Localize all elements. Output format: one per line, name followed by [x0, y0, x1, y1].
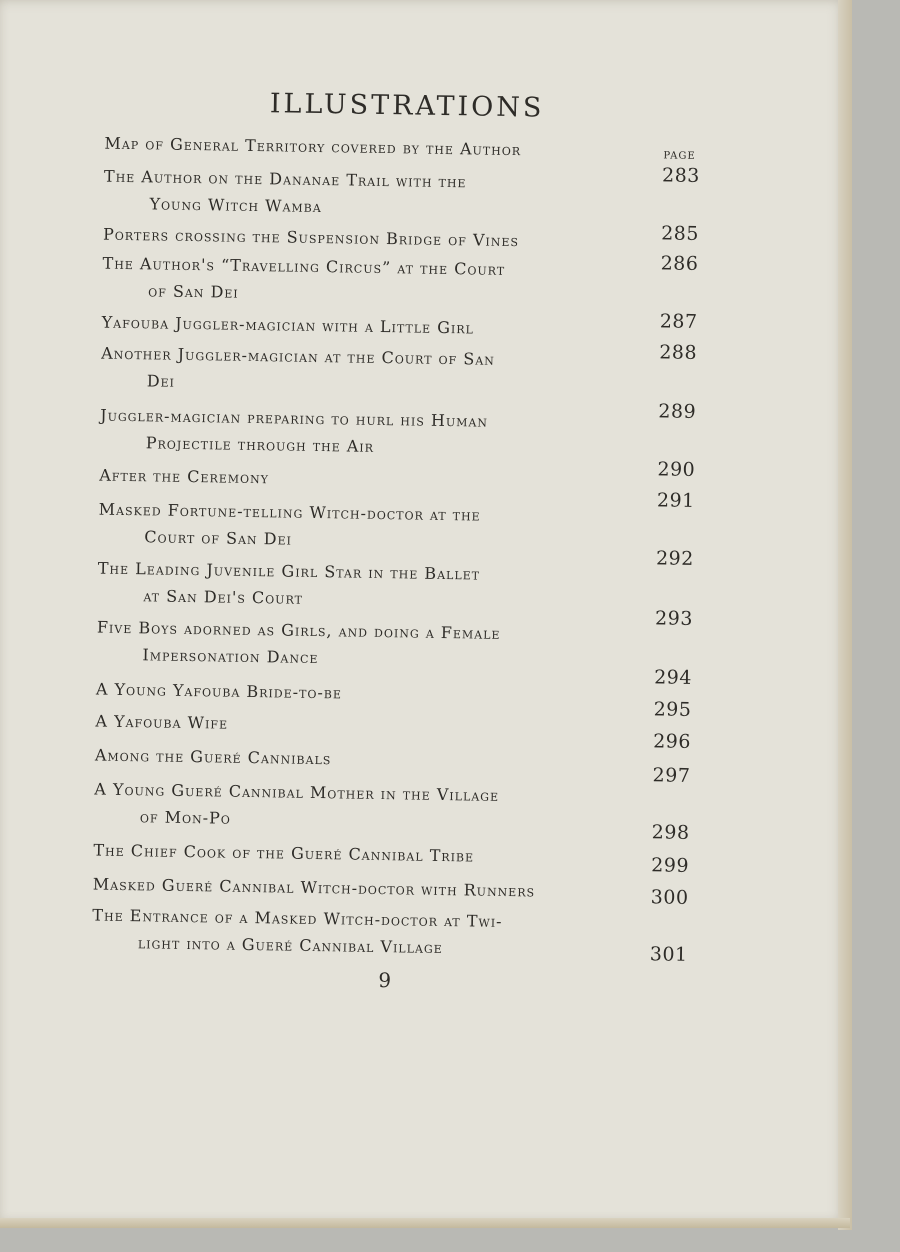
entry-title: The Chief Cook of the Gueré Cannibal Tribe — [93, 840, 475, 866]
entry-title: The Leading Juvenile Girl Star in the Ballet — [97, 558, 481, 584]
illustration-entry — [100, 402, 631, 464]
illustration-entry — [101, 309, 631, 344]
entry-page-number: 294 — [654, 666, 693, 689]
entry-title-continuation: at San Dei's Court — [143, 586, 304, 608]
entry-title: The Author on the Dananae Trail with the — [103, 166, 467, 192]
illustration-entry — [93, 871, 623, 906]
entry-title: A Young Yafouba Bride-to-be — [95, 679, 343, 703]
entry-page-number: 288 — [659, 341, 698, 364]
entry-title: Another Juggler-magician at the Court of San — [101, 343, 496, 369]
entry-title-continuation: Court of San Dei — [144, 527, 293, 549]
entry-page-number: 301 — [649, 943, 688, 966]
illustration-entry — [104, 130, 634, 165]
entry-page-number: 291 — [656, 489, 695, 512]
page-column-label: PAGE — [663, 150, 696, 162]
illustration-entry — [95, 742, 625, 777]
entry-page-number: 283 — [661, 164, 701, 187]
entry-title: After the Ceremony — [99, 465, 270, 488]
entry-page-number: 290 — [657, 458, 696, 481]
page-title: ILLUSTRATIONS — [269, 88, 545, 124]
entry-title-continuation: Dei — [146, 371, 176, 391]
entry-page-number: 300 — [650, 886, 689, 909]
entry-title-continuation: Projectile through the Air — [145, 433, 375, 456]
entry-page-number: 287 — [659, 310, 698, 333]
entry-title: Among the Gueré Cannibals — [94, 745, 332, 769]
illustration-entry — [99, 462, 629, 497]
entry-title: Five Boys adorned as Girls, and doing a Female — [96, 617, 501, 643]
entry-title: The Author's “Travelling Circus” at the Court — [102, 253, 506, 279]
entry-page-number: 292 — [655, 547, 694, 570]
entry-title-continuation: light into a Gueré Cannibal Village — [137, 933, 443, 958]
entry-page-number: 285 — [660, 222, 700, 245]
entry-title: A Young Gueré Cannibal Mother in the Village — [94, 779, 500, 805]
entry-title-continuation: Young Witch Wamba — [149, 194, 322, 217]
illustration-entry — [102, 250, 633, 312]
entry-title-continuation: of Mon-Po — [139, 807, 232, 828]
illustration-entry — [103, 163, 634, 225]
entry-title: A Yafouba Wife — [95, 711, 229, 733]
entry-page-number: 293 — [654, 607, 694, 630]
entry-title: Yafouba Juggler-magician with a Little Girl — [101, 312, 475, 338]
illustration-entry — [101, 340, 632, 402]
page-folio-number: 9 — [378, 968, 392, 993]
entry-title: Masked Fortune-telling Witch-doctor at the — [98, 499, 481, 525]
illustration-entry — [95, 708, 625, 743]
entry-page-number: 295 — [653, 698, 692, 721]
entry-title-continuation: Impersonation Dance — [142, 645, 319, 668]
entry-page-number: 298 — [651, 821, 690, 844]
entry-title: The Entrance of a Masked Witch-doctor at Twi- — [92, 905, 503, 931]
entry-page-number: 289 — [658, 400, 697, 423]
illustration-entry — [98, 496, 629, 558]
illustration-entry — [92, 902, 623, 964]
entry-title: Juggler-magician preparing to hurl his Human — [100, 405, 489, 431]
entry-page-number: 286 — [660, 252, 699, 275]
illustration-entry — [96, 614, 627, 676]
entry-title: Masked Gueré Cannibal Witch-doctor with Runners — [92, 874, 536, 901]
entry-title: Porters crossing the Suspension Bridge of Vines — [102, 224, 520, 251]
entry-title-continuation: of San Dei — [148, 281, 239, 302]
entry-title: Map of General Territory covered by the Author — [104, 133, 522, 160]
entry-page-number: 299 — [651, 854, 690, 877]
entry-page-number: 296 — [653, 730, 692, 753]
illustration-entry — [93, 837, 623, 872]
illustration-entry — [94, 776, 625, 838]
illustration-entry — [97, 555, 628, 617]
entry-page-number: 297 — [652, 764, 691, 787]
illustration-entry — [96, 676, 626, 711]
